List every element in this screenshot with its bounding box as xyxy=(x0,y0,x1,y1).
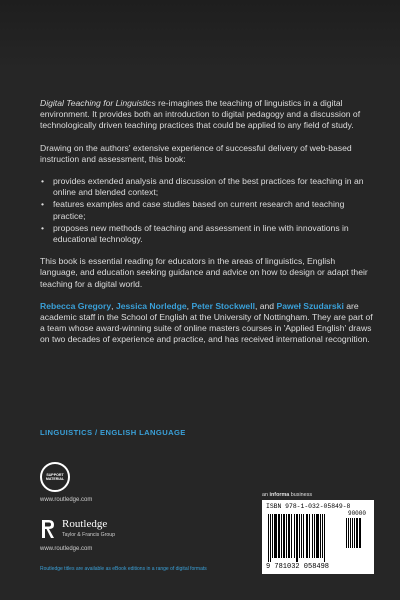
barcode-digits: 9 781032 058498 xyxy=(266,563,330,571)
cover-top-band xyxy=(0,0,400,70)
isbn-text: ISBN 978-1-032-05849-8 xyxy=(266,503,351,510)
feature-list xyxy=(40,176,375,245)
support-material-badge xyxy=(40,462,70,492)
support-url[interactable]: www.routledge.com xyxy=(40,497,93,503)
feature-item: • features examples and case studies based on current research and teaching practice; xyxy=(53,199,375,221)
informa-business-label xyxy=(262,492,312,498)
back-cover-blurb xyxy=(40,98,375,357)
author-name: Jessica Norledge xyxy=(115,300,187,311)
addon-bar xyxy=(360,518,361,548)
informa-prefix: an xyxy=(262,492,270,498)
subject-category: LINGUISTICS / ENGLISH LANGUAGE xyxy=(40,428,186,437)
feature-item: • provides extended analysis and discussion of the best practices for teaching in an online and blended context; xyxy=(53,176,375,198)
feature-item: • proposes new methods of teaching and assessment in line with innovations in educational technology. xyxy=(53,223,375,245)
author-bio-text: are academic staff in the School of English at the University of Nottingham. They are part of a team whose award-winning suite of online masters courses in 'Applied English' draws on two decades of experience and practice, and has received international recognition. xyxy=(40,300,373,345)
publisher-group: Taylor & Francis Group xyxy=(62,532,116,538)
intro-paragraph xyxy=(40,98,375,132)
publisher-name: Routledge xyxy=(62,518,108,530)
author-separator: , xyxy=(186,300,192,311)
addon-bars xyxy=(346,518,368,548)
drawing-paragraph: Drawing on the authors' extensive experience of successful delivery of web-based instruction and assessment, this book: xyxy=(40,142,352,164)
support-material-label: SUPPORT MATERIAL xyxy=(45,473,65,481)
author-name: Peter Stockwell xyxy=(191,300,255,311)
author-name: Paweł Szudarski xyxy=(276,300,344,311)
publisher-url[interactable]: www.routledge.com xyxy=(40,546,93,552)
ebook-note: Routledge titles are available as eBook editions in a range of digital formats xyxy=(40,566,207,572)
barcode-bar xyxy=(325,514,327,562)
author-separator: , xyxy=(111,300,116,311)
informa-brand: informa xyxy=(269,492,290,498)
book-title-italic: Digital Teaching for Linguistics xyxy=(40,98,156,108)
routledge-logo-icon xyxy=(40,518,56,540)
informa-suffix: business xyxy=(289,492,313,498)
addon-number: 90000 xyxy=(347,510,366,517)
isbn-barcode xyxy=(262,500,374,574)
author-separator: , and xyxy=(254,300,277,311)
author-bio xyxy=(40,301,375,346)
author-name: Rebecca Gregory xyxy=(40,300,112,311)
price-addon xyxy=(344,510,370,550)
intro-text: re-imagines the teaching of linguistics in a digital environment. It provides both an introduction to digital pedagogy and a discussion of technologically driven teaching practices that could be applied to any field of study. xyxy=(40,98,361,131)
essential-paragraph: This book is essential reading for educators in the areas of linguistics, English language, and education seeking guidance and advice on how to design or adapt their teaching for a digital world. xyxy=(40,256,368,289)
